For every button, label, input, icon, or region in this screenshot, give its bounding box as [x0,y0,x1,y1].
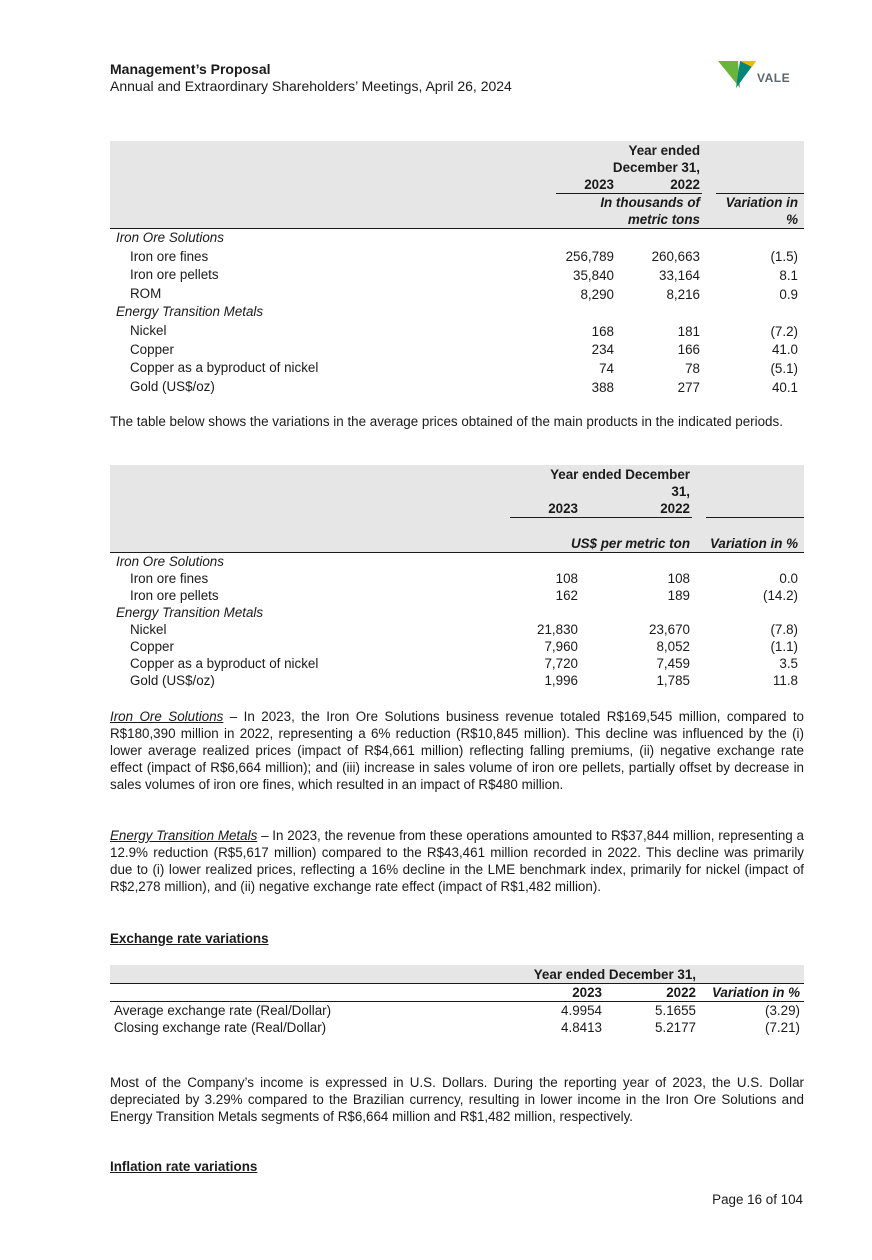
unit-header: In thousands of metric tons [600,195,700,227]
column-year-2022: 2022 [606,984,698,1002]
variation-header: Variation in % [711,985,800,1000]
inflation-rate-heading: Inflation rate variations [110,1159,258,1174]
iron-ore-paragraph [110,708,804,793]
column-year-2023: 2023 [556,176,628,194]
row-label: Closing exchange rate (Real/Dollar) [114,1020,327,1035]
variation-value: (14.2) [763,587,798,603]
variation-value: 3.5 [779,655,798,671]
value-2022: 189 [667,587,690,603]
value-2022: 108 [667,570,690,586]
row-label: Copper as a byproduct of nickel [130,360,319,376]
value-2022: 78 [685,360,700,376]
value-2022: 33,164 [659,267,700,283]
section-row [110,229,804,248]
variation-header: Variation in % [725,195,798,227]
average-prices-table [110,465,804,689]
table-row [110,359,804,378]
variation-value: 40.1 [771,379,798,395]
row-label: ROM [130,285,162,301]
table-row [110,322,804,341]
table-row [110,1002,804,1020]
table-row [110,341,804,360]
exchange-rate-table [110,965,804,1036]
table-row [110,1019,804,1036]
document-title: Management’s Proposal [110,61,271,77]
row-label: Iron ore fines [130,248,209,264]
page-number: Page 16 of 104 [712,1192,803,1207]
value-2022: 8,216 [666,286,700,302]
energy-metals-lead: Energy Transition Metals [110,828,258,843]
iron-ore-text: – In 2023, the Iron Ore Solutions business revenue totaled R$169,545 million, compared to R$180,390 million in 2022, representing a 6% reduction (R$10,845 million). This decline was influenced by the (i) lower average realized prices (impact of R$4,661 million) reflecting falling premiums, (ii) negative exchange rate effect (impact of R$6,664 million); and (iii) increase in sales volume of iron ore pellets, partially offset by decrease in sales volumes of iron ore fines, which resulted in an impact of R$480 million. [110,709,804,792]
table-row [110,655,804,672]
value-2023: 1,996 [544,672,578,688]
variation-value: (1.5) [770,249,798,265]
row-label: Average exchange rate (Real/Dollar) [114,1003,332,1018]
table-row [110,587,804,604]
value-2023: 168 [591,323,614,339]
value-2022: 5.1655 [655,1003,696,1018]
row-label: Copper [130,638,174,654]
energy-metals-paragraph [110,827,804,895]
section-row [110,552,804,570]
vale-logo-text: VALE [757,71,791,85]
row-label: Iron ore fines [130,570,209,586]
table-row [110,378,804,397]
value-2023: 234 [591,342,614,358]
value-2022: 181 [677,323,700,339]
energy-metals-text: – In 2023, the revenue from these operations amounted to R$37,844 million, representing a 12.9% reduction (R$5,617 million) compared to the R$43,461 million recorded in 2022. This decline was primarily due to (i) lower realized prices, reflecting a 16% decline in the LME benchmark index, primarily for nickel (impact of R$2,278 million), and (ii) negative exchange rate effect (impact of R$1,482 million). [110,828,804,894]
section-label: Iron Ore Solutions [116,553,224,569]
section-label: Energy Transition Metals [116,304,264,320]
value-2022: 260,663 [651,249,700,265]
variation-value: (5.1) [770,360,798,376]
table-row [110,248,804,267]
document-subtitle: Annual and Extraordinary Shareholders’ Meetings, April 26, 2024 [110,78,512,94]
value-2023: 388 [591,379,614,395]
row-label: Nickel [130,621,167,637]
table-row [110,672,804,689]
sales-volume-table [110,141,804,396]
variation-value: (1.1) [770,638,798,654]
value-2023: 108 [555,570,578,586]
row-label: Iron ore pellets [130,587,219,603]
table-row [110,638,804,655]
column-year-2023: 2023 [510,500,594,518]
row-label: Iron ore pellets [130,267,219,283]
table-row [110,266,804,285]
table-row [110,570,804,587]
variation-value: (3.29) [765,1003,800,1018]
row-label: Copper [130,341,174,357]
variation-value: 41.0 [771,342,798,358]
section-row [110,303,804,322]
column-year-2022: 2022 [628,176,702,194]
exchange-paragraph: Most of the Company’s income is expressed in U.S. Dollars. During the reporting year of 2023, the U.S. Dollar depreciated by 3.29% compared to the Brazilian currency, resulting in lower income in the Iron Ore Solutions and Energy Transition Metals segments of R$6,664 million and R$1,482 million, respectively. [110,1075,804,1124]
row-label: Gold (US$/oz) [130,672,215,688]
table-period-header: Year ended December 31, [550,467,690,499]
variation-value: (7.8) [770,621,798,637]
value-2023: 8,290 [580,286,614,302]
column-year-2022: 2022 [594,500,692,518]
section-row [110,604,804,621]
value-2022: 5.2177 [655,1020,696,1035]
value-2023: 162 [555,587,578,603]
table-period-header: Year ended December 31, [514,965,698,984]
table-row [110,621,804,638]
iron-ore-lead: Iron Ore Solutions [110,709,224,724]
value-2023: 21,830 [537,621,578,637]
variation-value: 11.8 [772,672,798,688]
value-2022: 1,785 [656,672,690,688]
row-label: Copper as a byproduct of nickel [130,655,319,671]
value-2022: 7,459 [656,655,690,671]
variation-value: (7.2) [770,323,798,339]
value-2023: 74 [599,360,614,376]
table-period-header: Year ended December 31, [612,143,700,175]
variation-value: 8.1 [779,267,798,283]
value-2023: 7,720 [544,655,578,671]
variation-header: Variation in % [709,535,798,551]
column-year-2023: 2023 [514,984,606,1002]
table-row [110,285,804,304]
exchange-rate-heading: Exchange rate variations [110,931,269,946]
value-2022: 277 [677,379,700,395]
value-2023: 4.9954 [561,1003,602,1018]
value-2023: 35,840 [573,267,614,283]
value-2023: 256,789 [565,249,614,265]
variation-value: 0.0 [779,570,798,586]
value-2022: 23,670 [649,621,690,637]
value-2022: 8,052 [656,638,690,654]
variation-value: (7.21) [765,1020,800,1035]
section-label: Energy Transition Metals [116,604,264,620]
unit-header: US$ per metric ton [510,518,692,553]
variation-value: 0.9 [779,286,798,302]
value-2023: 4.8413 [561,1020,602,1035]
prices-intro-paragraph: The table below shows the variations in the average prices obtained of the main products in the indicated periods. [110,414,783,429]
row-label: Nickel [130,322,167,338]
section-label: Iron Ore Solutions [116,230,224,245]
value-2023: 7,960 [544,638,578,654]
value-2022: 166 [677,342,700,358]
row-label: Gold (US$/oz) [130,378,215,394]
